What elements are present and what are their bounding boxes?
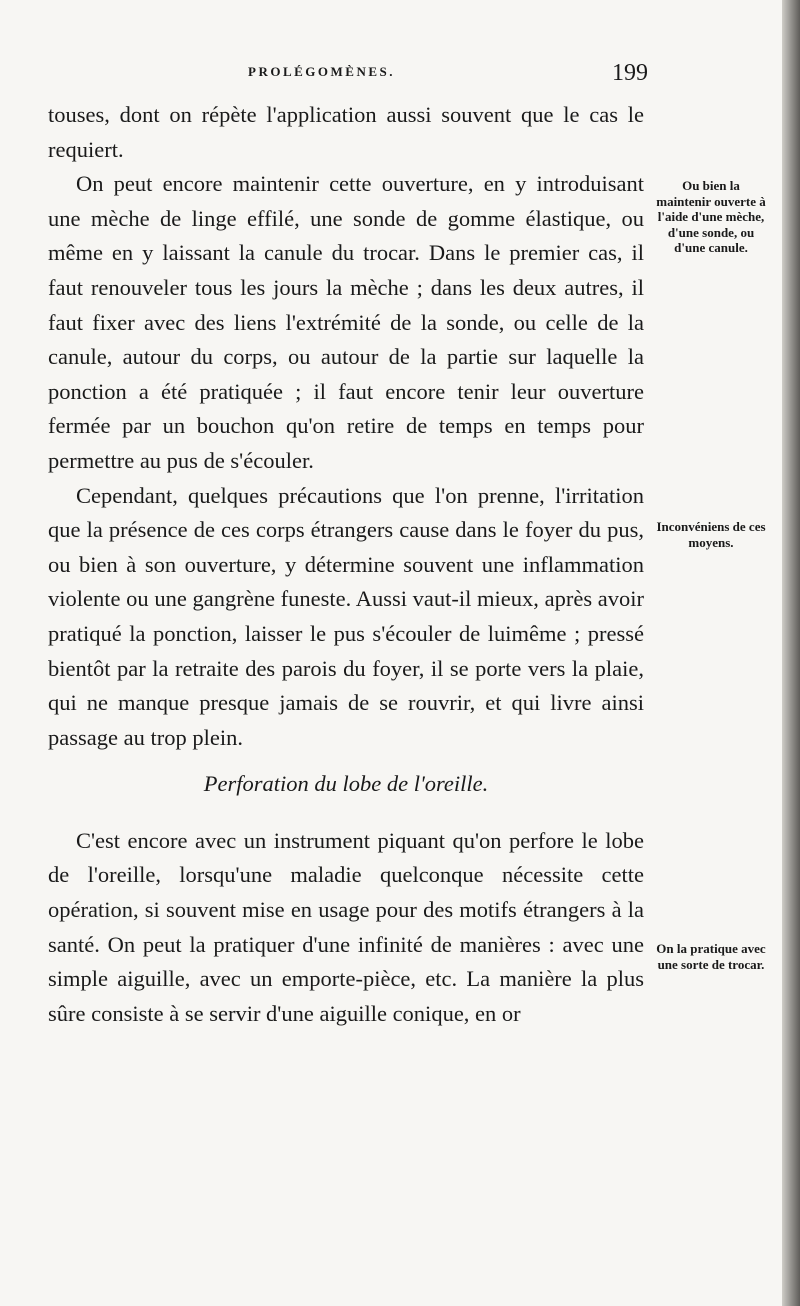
paragraph-4: C'est encore avec un instrument piquant qu'on perfore le lobe de l'oreille, lorsqu'une maladie quelconque nécessite cette opération, si souvent mise en usage pour des motifs étrangers à la santé. On peut la pratiquer d'une infinité de manières : avec une simple aiguille, avec un emporte-pièce, etc. La manière la plus sûre consiste à se servir d'une aiguille conique, en or [48, 827, 644, 1026]
page-header [48, 60, 648, 90]
section-subheading: Perforation du lobe de l'oreille. [203, 771, 489, 797]
paragraph-1: touses, dont on répète l'application aussi souvent que le cas le requiert. [48, 102, 644, 162]
margin-note-1: Ou bien la maintenir ouverte à l'aide d'une mèche, d'une sonde, ou d'une canule. [656, 178, 766, 255]
body-text [48, 98, 644, 1031]
margin-note-2: Inconvéniens de ces moyens. [656, 519, 766, 550]
paragraph-2: On peut encore maintenir cette ouverture, en y introduisant une mèche de linge effilé, une sonde de gomme élastique, ou même en y laissant la canule du trocar. Dans le premier cas, il faut renouveler tous les jours la mèche ; dans les deux autres, il faut fixer avec des liens l'extrémité de la sonde, ou celle de la canule, autour du corps, ou autour de la partie sur laquelle la ponction a été pratiquée ; il faut encore tenir leur ouverture fermée par un bouchon qu'on retire de temps en temps pour permettre au pus de s'écouler. [48, 171, 644, 473]
page-edge-shadow [782, 0, 800, 1306]
margin-note-3: On la pratique avec une sorte de trocar. [656, 941, 766, 972]
running-head: PROLÉGOMÈNES. [248, 64, 395, 79]
page-number: 199 [612, 60, 648, 86]
paragraph-3: Cependant, quelques précautions que l'on prenne, l'irritation que la présence de ces corps étrangers cause dans le foyer du pus, ou bien à son ouverture, y détermine souvent une inflammation violente ou une gangrène funeste. Aussi vaut-il mieux, après avoir pratiqué la ponction, laisser le pus s'écouler de luimême ; pressé bientôt par la retraite des parois du foyer, il se porte vers la plaie, qui ne manque presque jamais de se rouvrir, et qui livre ainsi passage au trop plein. [48, 482, 644, 750]
